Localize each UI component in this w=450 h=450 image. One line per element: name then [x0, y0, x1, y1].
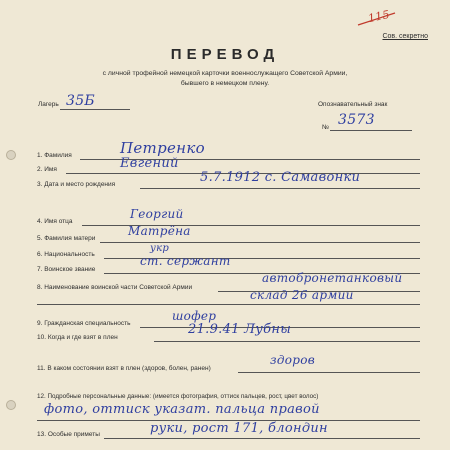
red-arrow-mark [0, 7, 450, 30]
field-line [140, 188, 420, 189]
id-sign-prefix: № [322, 124, 329, 131]
field-label: 12. Подробные персональные данные: (имеется фотография, оттиск пальцев, рост, цвет волос) [37, 393, 319, 400]
punch-hole [6, 150, 16, 160]
field-label: 1. Фамилия [37, 152, 72, 159]
field-label: 9. Гражданская специальность [37, 320, 131, 327]
field-label: 13. Особые приметы [37, 431, 100, 438]
field-label: 2. Имя [37, 166, 57, 173]
field-value-line-2: склад 26 армии [250, 288, 354, 302]
field-label: 5. Фамилия матери [37, 235, 96, 242]
camp-value: 35Б [66, 93, 96, 109]
field-label: 10. Когда и где взят в плен [37, 334, 118, 341]
field-line [104, 438, 420, 439]
field-value: Матрёна [128, 224, 191, 238]
camp-label: Лагерь [38, 101, 59, 108]
punch-hole [6, 400, 16, 410]
field-value: автобронетанковый [262, 271, 403, 285]
id-sign-line [330, 130, 412, 131]
field-label: 4. Имя отца [37, 218, 73, 225]
field-label: 3. Дата и место рождения [37, 181, 116, 188]
id-sign-value: 3573 [338, 112, 375, 128]
field-line [37, 304, 420, 305]
id-sign-label: Опознавательный знак [318, 101, 388, 108]
field-value: руки, рост 171, блондин [150, 421, 328, 436]
field-value: Петренко [120, 139, 205, 157]
red-handwritten-number: 115 [366, 7, 392, 26]
field-value: 5.7.1912 с. Самавонки [200, 170, 361, 185]
classification-stamp: Сов. секретно [382, 33, 428, 40]
field-value: укр [150, 243, 170, 254]
field-value: 21.9.41 Лубны [188, 322, 292, 337]
subtitle-line-1: с личной трофейной немецкой карточки военнослужащего Советской Армии, [102, 70, 348, 77]
subtitle-line-2: бывшего в немецком плену. [180, 80, 270, 87]
field-line [154, 341, 420, 342]
field-value: Евгений [120, 156, 179, 171]
field-label: 11. В каком состоянии взят в плен (здоров, болен, ранен) [37, 365, 211, 372]
field-value: Георгий [130, 207, 184, 221]
field-label: 8. Наименование воинской части Советской Армии [37, 284, 193, 291]
field-value: здоров [270, 353, 316, 367]
field-label: 6. Национальность [37, 251, 95, 258]
page-title: ПЕРЕВОД [170, 46, 280, 63]
field-line [238, 372, 420, 373]
field-label: 7. Воинское звание [37, 266, 96, 273]
field-value: фото, оттиск указат. пальца правой [44, 402, 320, 417]
field-line [100, 242, 420, 243]
field-value: шофер [172, 309, 217, 323]
field-value: ст. сержант [140, 254, 231, 268]
camp-line [60, 109, 130, 110]
